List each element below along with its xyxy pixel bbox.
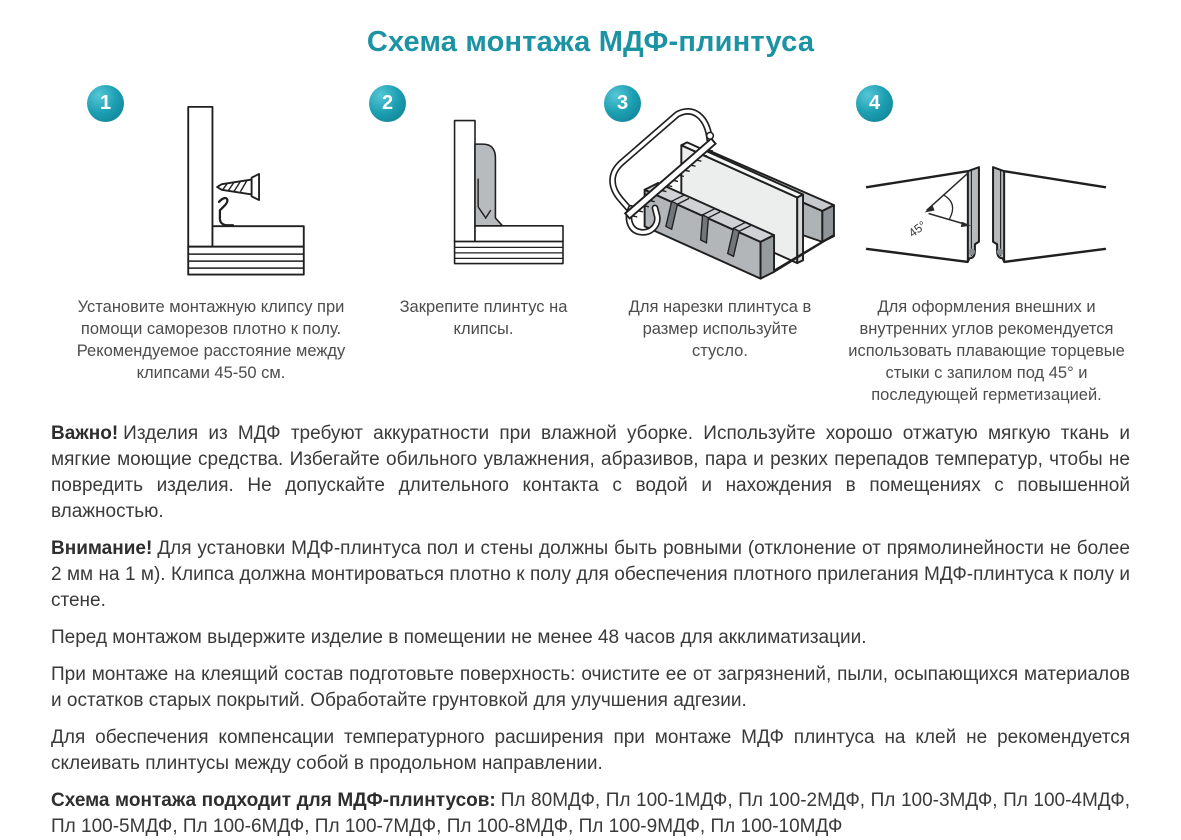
paragraph-adhesive-prep: При монтаже на клеящий состав подготовьте поверхность: очистите ее от загрязнений, пыли, осыпающихся материалов и остатков старых покрытий. Обработайте грунтовкой для улучшения адгезии.	[51, 664, 1130, 711]
step-1-caption: Установите монтажную клипсу при помощи саморезов плотно к полу. Рекомендуемое расстояние между клипсами 45-50 см.	[76, 298, 346, 382]
floor-slab	[475, 226, 563, 242]
step-3-number-badge: 3	[604, 85, 641, 122]
step-2	[371, 85, 596, 407]
corner-joint-45deg-icon	[860, 151, 1112, 273]
floor-slab	[212, 226, 303, 246]
paragraph-attention: Внимание! Для установки МДФ-плинтуса пол и стены должны быть ровными (отклонение от прямолинейности не более 2 мм на 1 м). Клипса должна монтироваться плотно к полу для обеспечения плотного прилегания МДФ-плинтуса к полу и стене.	[51, 538, 1130, 611]
attention-label: Внимание!	[51, 538, 153, 559]
installation-steps-row	[51, 85, 1130, 407]
step-4-caption: Для оформления внешних и внутренних углов рекомендуется использовать плавающие торцевые стыки с запилом под 45° и последующей герметизацией.	[848, 298, 1125, 404]
step-1-figure	[123, 101, 328, 292]
plinth-on-clip-diagram-icon	[409, 101, 574, 287]
step-2-caption: Закрепите плинтус на клипсы.	[399, 298, 568, 338]
wall	[455, 121, 475, 242]
compatible-models-label: Схема монтажа подходит для МДФ-плинтусов:	[51, 790, 496, 811]
step-4-number-badge: 4	[856, 85, 893, 122]
step-4	[844, 85, 1129, 407]
mounting-clip-icon	[219, 198, 233, 225]
page-title: Схема монтажа МДФ-плинтуса	[366, 26, 815, 58]
screw-icon	[217, 174, 259, 200]
angle-annotation	[906, 173, 971, 240]
important-label: Важно!	[51, 423, 119, 444]
notes-section	[51, 421, 1130, 840]
paragraph-compatible-models: Схема монтажа подходит для МДФ-плинтусов: Пл 80МДФ, Пл 100-1МДФ, Пл 100-2МДФ, Пл 100-3МДФ, Пл 100-4МДФ, Пл 100-5МДФ, Пл 100-6МДФ, Пл 100-7МДФ, Пл 100-8МДФ, Пл 100-9МДФ, Пл 100-10МДФ	[51, 790, 1130, 837]
step-2-figure	[409, 101, 574, 292]
step-2-number-badge: 2	[369, 85, 406, 122]
step-3-figure	[598, 97, 840, 300]
paragraph-important: Важно! Изделия из МДФ требуют аккуратности при влажной уборке. Используйте хорошо отжатую мягкую ткань и мягкие моющие средства. Избегайте обильного увлажнения, абразивов, пара и резких перепадов температур, чтобы не повредить изделия. Не допускайте длительного контакта с водой и нахождения в помещениях с повышенной влажностью.	[51, 423, 1130, 522]
angle-label: 45°	[905, 218, 929, 241]
step-4-figure	[860, 151, 1112, 278]
step-3-caption: Для нарезки плинтуса в размер используйте стусло.	[628, 298, 812, 360]
step-1-number-badge: 1	[87, 85, 124, 122]
paragraph-thermal-expansion: Для обеспечения компенсации температурного расширения при монтаже МДФ плинтуса на клей не рекомендуется склеивать плинтусы между собой в продольном направлении.	[51, 727, 1130, 774]
miter-box-and-hacksaw-icon	[598, 97, 840, 295]
left-plinth-piece	[866, 167, 979, 262]
clip-and-screw-diagram-icon	[123, 101, 328, 287]
wall	[188, 107, 212, 247]
step-1	[51, 85, 371, 407]
paragraph-acclimatization: Перед монтажом выдержите изделие в помещении не менее 48 часов для акклиматизации.	[51, 627, 867, 648]
right-plinth-piece	[993, 167, 1106, 262]
step-3	[596, 85, 844, 407]
